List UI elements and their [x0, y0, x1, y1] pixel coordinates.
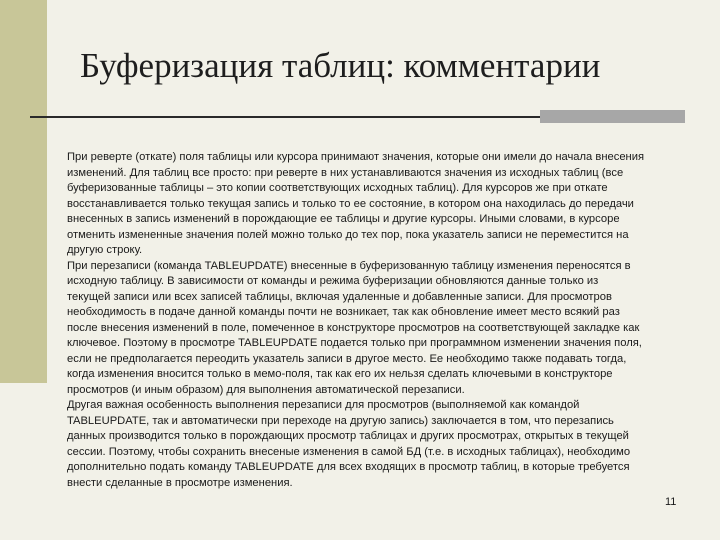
slide-title: Буферизация таблиц: комментарии [80, 46, 601, 85]
decorative-side-bar [0, 0, 47, 383]
title-underline [30, 116, 540, 118]
title-underline-block [540, 110, 685, 123]
page-number: 11 [665, 496, 677, 508]
slide-body-text: При реверте (откате) поля таблицы или курсора принимают значения, которые они имели до начала внесения изменений. Для таблиц все просто: при реверте в них устанавливаются значения из исходных таблиц (все буферизованные таблицы – это копии соответствующих исходных таблиц). Для курсоров же при откате восстанавливается только текущая запись и только то ее состояние, в котором она находилась до передачи внесенных в запись изменений в порождающие ее таблицы и другие курсоры. Иными словами, в курсоре отменить измененные значения полей можно только до тех пор, пока указатель записи не переместится на другую строку. При перезаписи (команда TABLEUPDATE) внесенные в буферизованную таблицу изменения переносятся в исходную таблицу. В зависимости от команды и режима буферизации обновляются данные только из текущей записи или всех записей таблицы, включая удаленные и добавленные записи. Для просмотров необходимость в подаче данной команды почти не возникает, так как обновление имеет место всякий раз после внесения изменений в поле, помеченное в конструкторе просмотров на соответствующей закладке как ключевое. Поэтому в просмотре TABLEUPDATE подается только при программном изменении значения поля, если не предполагается переодить указатель записи в другое место. Ее необходимо также подавать тогда, когда изменения вносится только в мемо-поля, так как его их нельзя сделать ключевыми в конструкторе просмотров (и иным образом) для выполнения автоматической перезаписи. Другая важная особенность выполнения перезаписи для просмотров (выполняемой как командой TABLEUPDATE, так и автоматически при переходе на другую запись) заключается в том, что перезапись данных производится только в порождающих просмотр таблицах и других просмотрах, открытых в текущей сессии. Поэтому, чтобы сохранить внесеные изменения в самой БД (т.е. в исходных таблицах), необходимо дополнительно подать команду TABLEUPDATE для всех входящих в просмотр таблиц, в которые требуется внести сделанные в просмотре изменения. [67, 151, 645, 489]
